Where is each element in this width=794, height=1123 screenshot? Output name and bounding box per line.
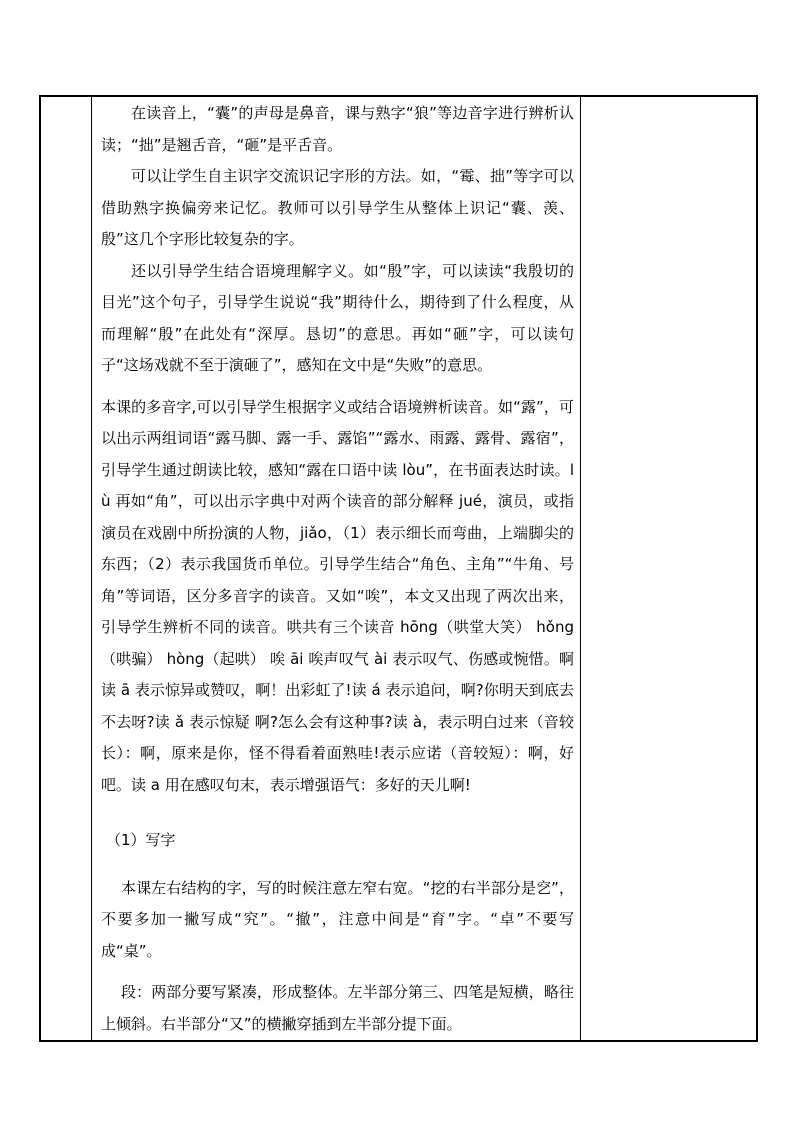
right-notes-cell (581, 96, 758, 1041)
table-row (40, 96, 757, 1041)
paragraph-writing-structure: 本课左右结构的字，写的时候注意左窄右宽。“挖的右半部分是穵”，不要多加一撇写成“究”。“撤”，注意中间是“育”字。“卓”不要写成“桌”。 (101, 878, 574, 960)
paragraph-glyph-memory: 可以让学生自主识字交流识记字形的方法。如，“霉、拙”等字可以借助熟字换偏旁来记忆。教师可以引导学生从整体上识记“囊、羡、殷”这几个字形比较复杂的字。 (101, 167, 574, 248)
left-margin-cell (40, 96, 92, 1041)
paragraph-meaning: 还以引导学生结合语境理解字义。如“殷”字，可以读读“我殷切的目光”这个句子，引导学生说说“我”期待什么，期待到了什么程度，从而理解“殷”在此处有“深厚。恳切”的意思。再如“砸”字，可以读句子“这场戏就不至于演砸了”，感知在文中是“失败”的意思。 (101, 261, 574, 374)
paragraph-pronunciation: 在读音上，“囊”的声母是鼻音，课与熟字“狼”等边音字进行辨析认读；“拙”是翘舌音，“砸”是平舌音。 (101, 104, 574, 154)
content-cell (92, 96, 581, 1041)
paragraph-polyphonic: 本课的多音字,可以引导学生根据字义或结合语境辨析读音。如“露”，可以出示两组词语“露马脚、露一手、露馅”“露水、雨露、露骨、露宿”，引导学生通过朗读比较，感知“露在口语中读 lòu”，在书面表达时读。lù 再如“角”，可以出示字典中对两个读音的部分解释 jué，演员，或指演员在戏剧中所扮演的人物，jiǎo，（1）表示细长而弯曲，上端脚尖的东西；（2）表示我国货币单位。引导学生结合“角色、主角”“牛角、号角”等词语，区分多音字的读音。又如“唉”，本文又出现了两次出来，引导学生辨析不同的读音。哄共有三个读音 hōng（哄堂大笑） hǒng（哄骗） hòng（起哄） 唉 āi 唉声叹气 ài 表示叹气、伤感或惋惜。啊读 ā 表示惊异或赞叹，啊！出彩虹了!读 á 表示追问，啊?你明天到底去不去呀?读 ǎ 表示惊疑 啊?怎么会有这种事?读 à，表示明白过来（音较长）：啊，原来是你，怪不得看着面熟哇!表示应诺（音较短）：啊，好吧。读 a 用在感叹句末，表示增强语气：多好的天儿啊! (101, 397, 574, 794)
paragraph-writing-duan: 段：两部分要写紧凑，形成整体。左半部分第三、四笔是短横，略往上倾斜。右半部分“又”的横撇穿插到左半部分提下面。 (101, 983, 574, 1033)
lesson-table (39, 95, 758, 1042)
content-body (92, 97, 580, 1040)
section-heading-writing: （1）写字 (106, 831, 176, 849)
